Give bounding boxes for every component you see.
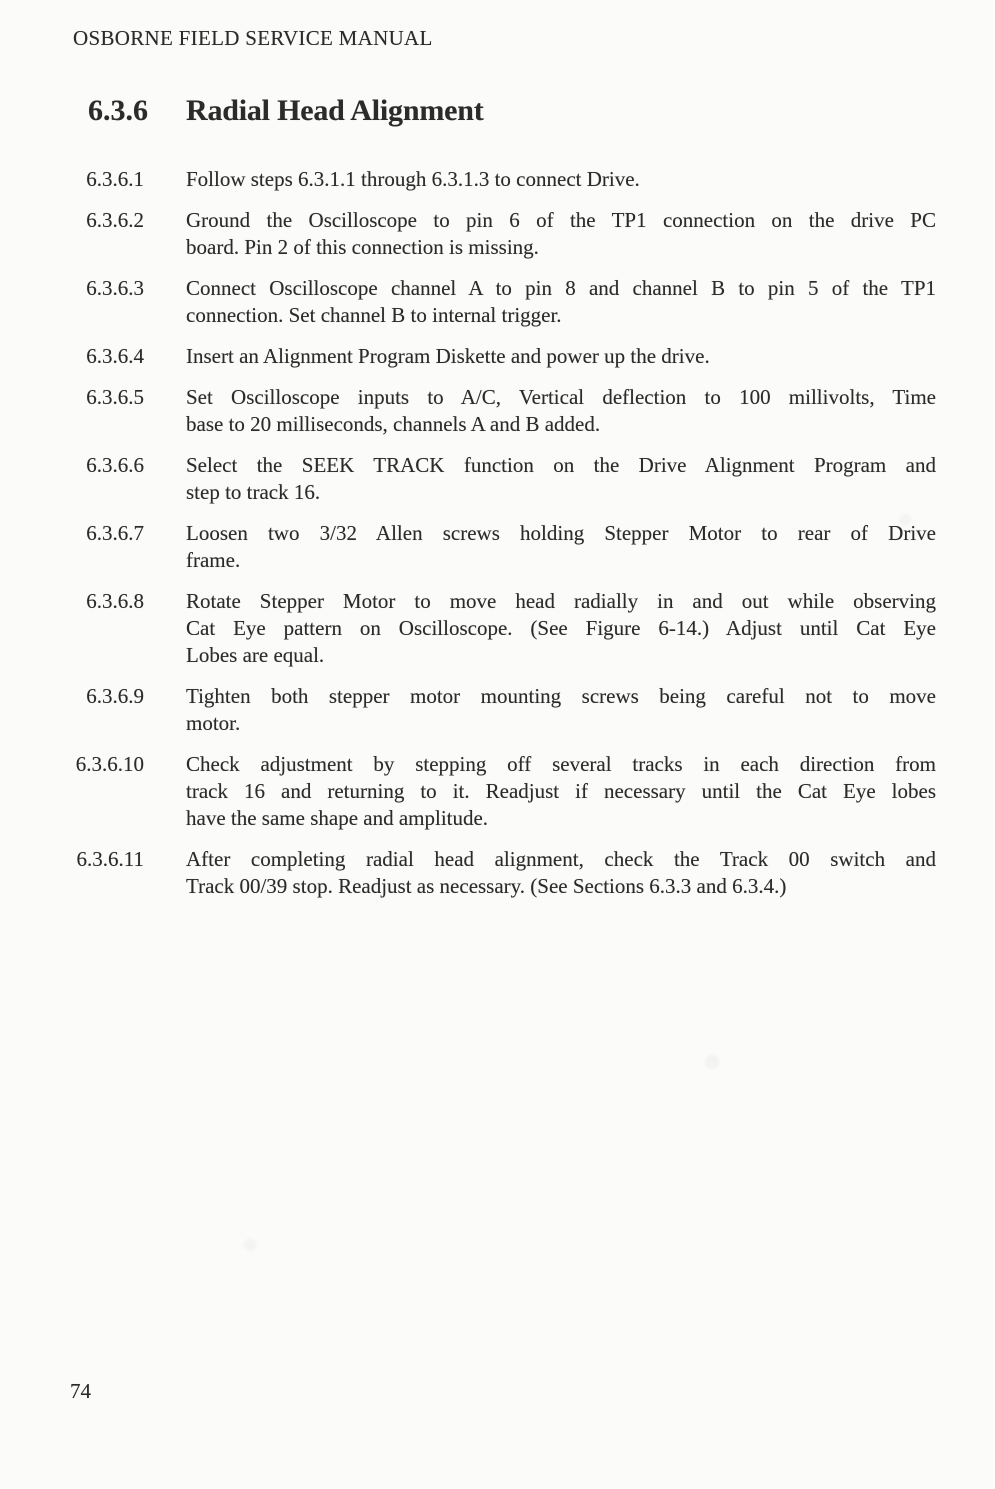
step-line: Loosen two 3/32 Allen screws holding Stepper Motor to rear of Drive — [186, 521, 936, 545]
section-title: Radial Head Alignment — [186, 94, 484, 127]
step-text — [186, 751, 936, 832]
step-text — [186, 520, 936, 574]
step-line: step to track 16. — [186, 480, 321, 504]
section-heading — [0, 94, 995, 134]
step-number: 6.3.6.7 — [86, 521, 144, 545]
step-number: 6.3.6.10 — [75, 752, 144, 776]
step-line: Ground the Oscilloscope to pin 6 of the TP1 connection on the drive PC — [186, 208, 936, 232]
procedure-step — [0, 751, 936, 832]
step-line: After completing radial head alignment, check the Track 00 switch and — [186, 847, 936, 871]
step-text — [186, 384, 936, 438]
step-line: Set Oscilloscope inputs to A/C, Vertical deflection to 100 millivolts, Time — [186, 385, 936, 409]
procedure-step — [0, 207, 936, 261]
procedure-step — [0, 588, 936, 669]
step-line: Rotate Stepper Motor to move head radially in and out while observing — [186, 589, 936, 613]
step-line: Cat Eye pattern on Oscilloscope. (See Figure 6-14.) Adjust until Cat Eye — [186, 616, 936, 640]
step-number: 6.3.6.1 — [86, 167, 144, 191]
step-line: Follow steps 6.3.1.1 through 6.3.1.3 to connect Drive. — [186, 167, 640, 191]
step-number: 6.3.6.11 — [76, 847, 144, 871]
step-line: Check adjustment by stepping off several tracks in each direction from — [186, 752, 936, 776]
step-text — [186, 166, 936, 193]
step-line: Track 00/39 stop. Readjust as necessary. (See Sections 6.3.3 and 6.3.4.) — [186, 874, 787, 898]
step-number: 6.3.6.9 — [86, 684, 144, 708]
step-number: 6.3.6.5 — [86, 385, 144, 409]
step-number: 6.3.6.4 — [86, 344, 144, 368]
step-line: frame. — [186, 548, 241, 572]
running-header: OSBORNE FIELD SERVICE MANUAL — [73, 26, 433, 50]
procedure-step — [0, 384, 936, 438]
step-text — [186, 846, 936, 900]
step-text — [186, 275, 936, 329]
procedure-steps — [0, 166, 936, 900]
step-line: Lobes are equal. — [186, 643, 325, 667]
step-text — [186, 207, 936, 261]
procedure-step — [0, 275, 936, 329]
step-line: motor. — [186, 711, 241, 735]
procedure-step — [0, 343, 936, 370]
step-text — [186, 588, 936, 669]
page-number: 74 — [70, 1379, 91, 1403]
step-line: have the same shape and amplitude. — [186, 806, 489, 830]
step-line: Insert an Alignment Program Diskette and power up the drive. — [186, 344, 710, 368]
step-text — [186, 343, 936, 370]
step-line: board. Pin 2 of this connection is missing. — [186, 235, 539, 259]
step-text — [186, 683, 936, 737]
procedure-step — [0, 166, 936, 193]
procedure-step — [0, 520, 936, 574]
procedure-step — [0, 683, 936, 737]
step-line: Select the SEEK TRACK function on the Drive Alignment Program and — [186, 453, 936, 477]
step-text — [186, 452, 936, 506]
step-line: Tighten both stepper motor mounting screws being careful not to move — [186, 684, 936, 708]
procedure-step — [0, 452, 936, 506]
step-number: 6.3.6.8 — [86, 589, 144, 613]
procedure-step — [0, 846, 936, 900]
step-number: 6.3.6.3 — [86, 276, 144, 300]
step-number: 6.3.6.2 — [86, 208, 144, 232]
step-number: 6.3.6.6 — [86, 453, 144, 477]
section-number: 6.3.6 — [88, 94, 148, 127]
step-line: Connect Oscilloscope channel A to pin 8 and channel B to pin 5 of the TP1 — [186, 276, 936, 300]
step-line: base to 20 milliseconds, channels A and B added. — [186, 412, 601, 436]
step-line: track 16 and returning to it. Readjust if necessary until the Cat Eye lobes — [186, 779, 936, 803]
step-line: connection. Set channel B to internal trigger. — [186, 303, 562, 327]
